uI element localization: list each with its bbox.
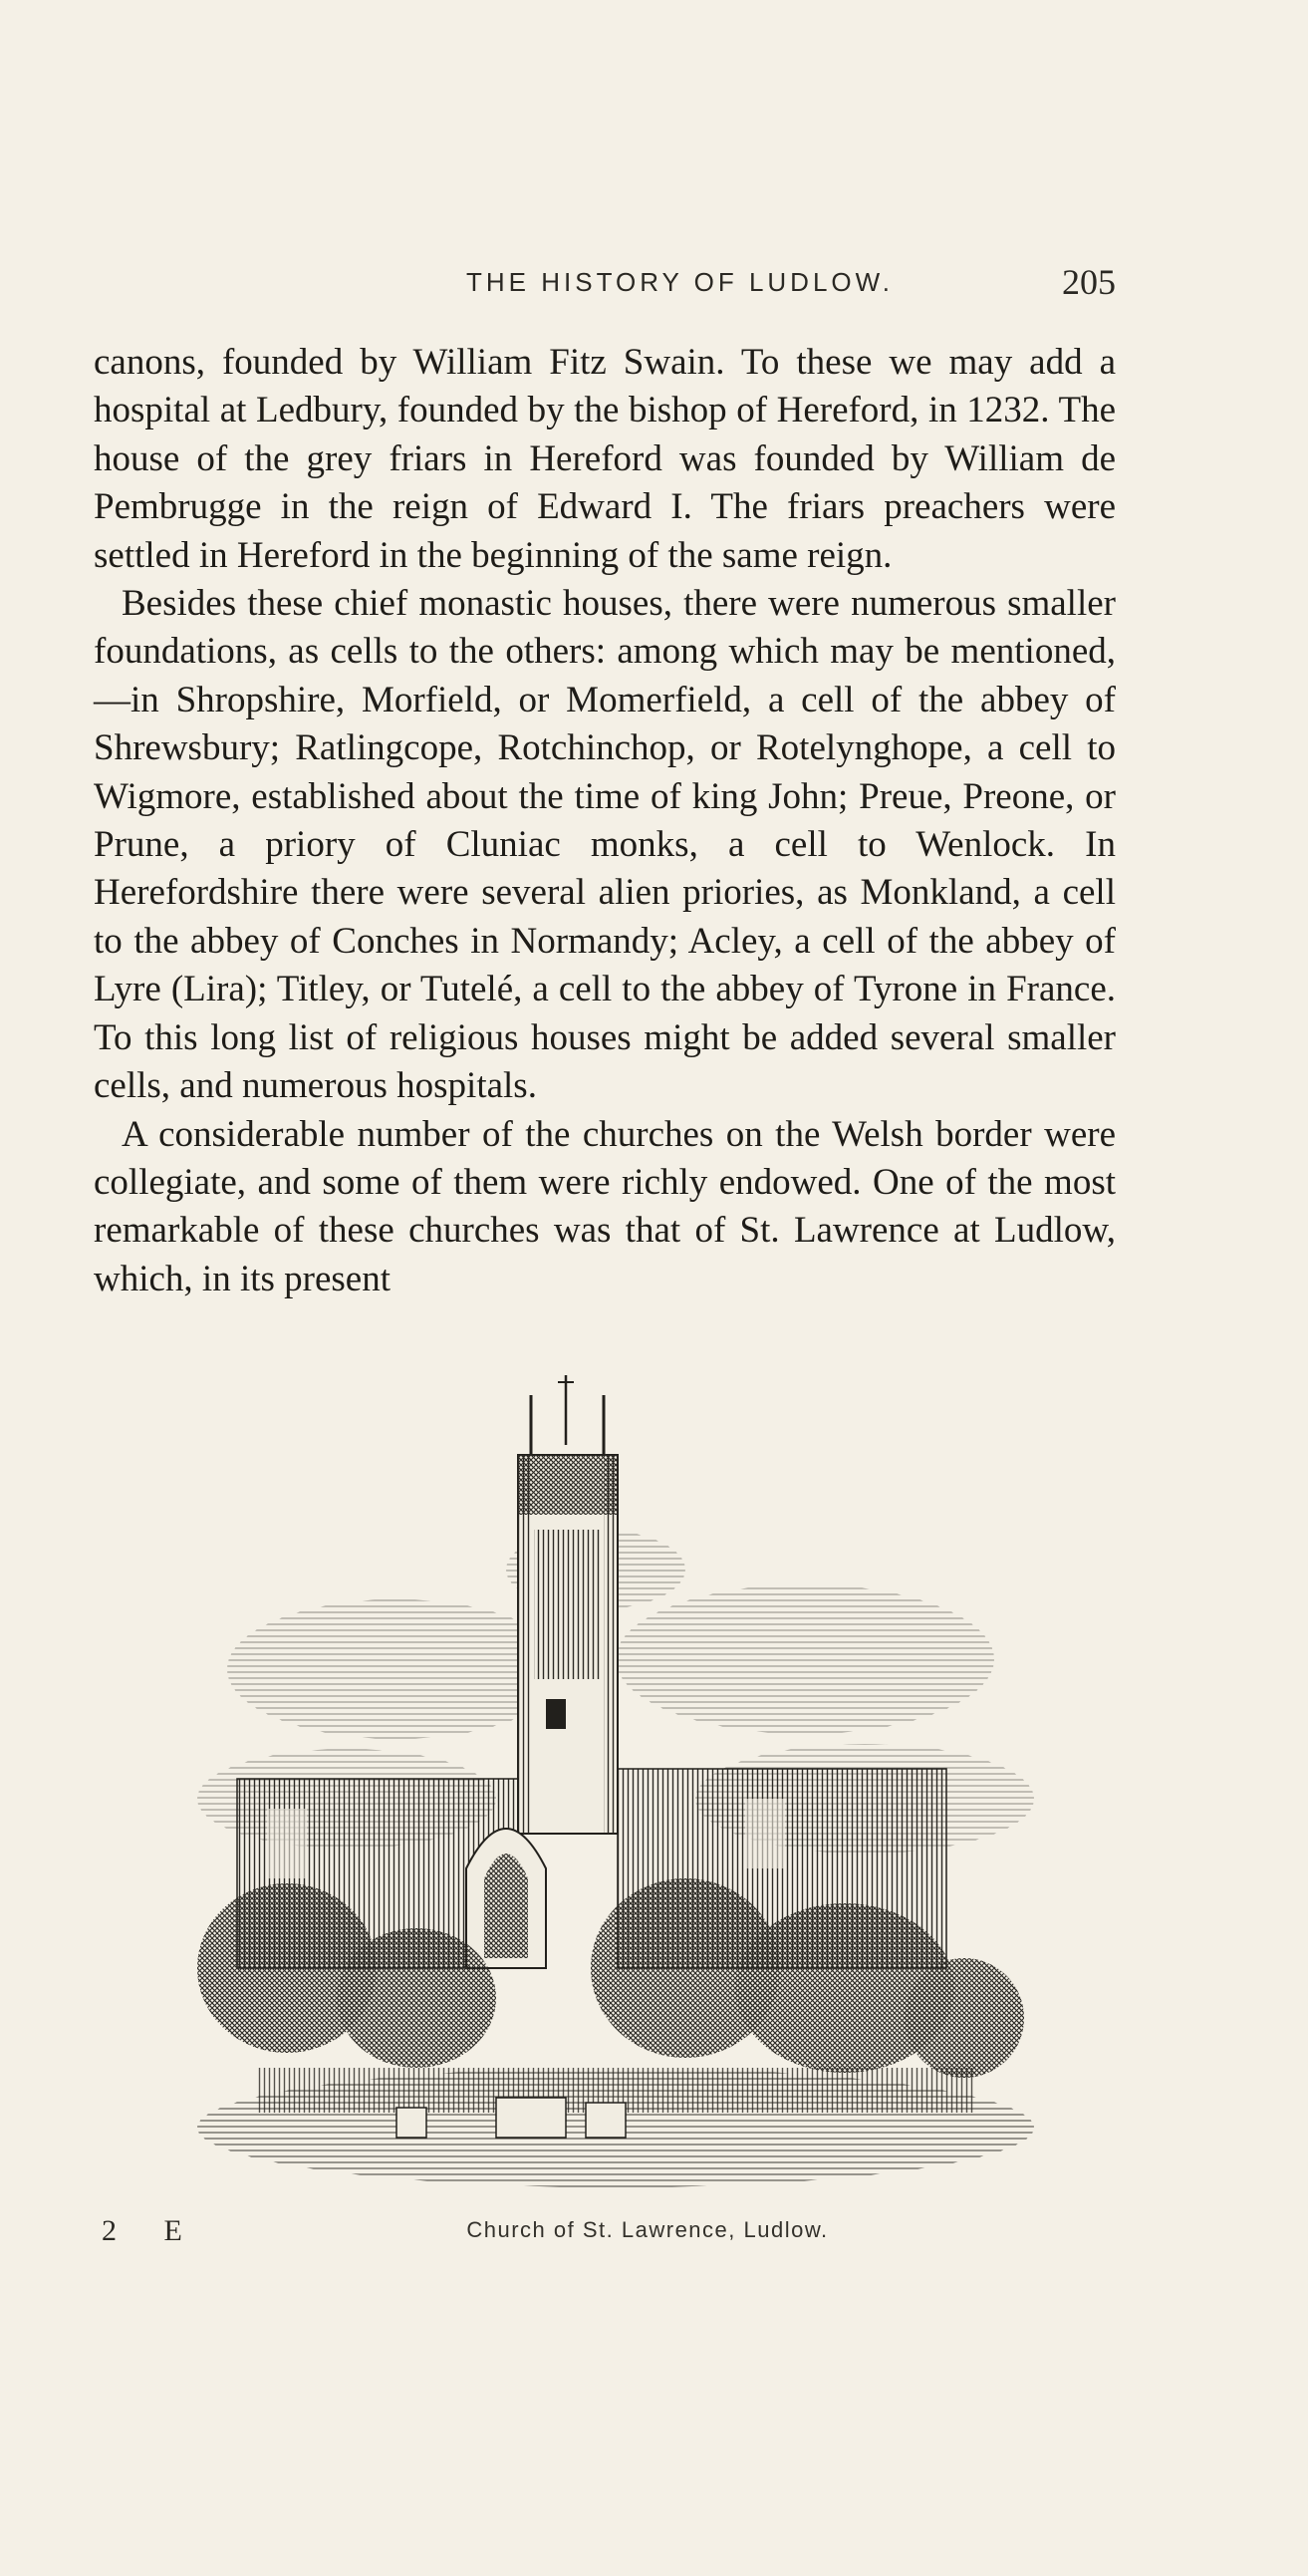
churchyard-ground <box>197 2068 1034 2187</box>
signature-mark: 2 E <box>102 2214 202 2247</box>
church-illustration <box>167 1370 1064 2207</box>
paragraph: Besides these chief monastic houses, there were numerous smaller foundations, as cells to the others: among which may be mentioned,—in Shropshire, Morfield, or Momerfield, a cell of the abbey of Shrewsbury; Ratlingcope, Rotchinchop, or Rotelynghope, a cell to Wigmore, established about the time of king John; Preue, Preone, or Prune, a priory of Cluniac monks, a cell to Wenlock. In Herefordshire there were several alien priories, as Monkland, a cell to the abbey of Conches in Normandy; Acley, a cell of the abbey of Lyre (Lira); Titley, or Tutelé, a cell to the abbey of Tyrone in France. To this long list of religious houses might be added several smaller cells, and numerous hospitals. <box>94 583 1116 1107</box>
church-tower <box>518 1375 618 1834</box>
paragraph: canons, founded by William Fitz Swain. To these we may add a hospital at Ledbury, founded by the bishop of Hereford, in 1232. The house of the grey friars in Hereford was founded by William de Pembrugge in the reign of Edward I. The friars preachers were settled in Hereford in the beginning of the same reign. <box>94 342 1116 576</box>
paragraph: A considerable number of the churches on the Welsh border were collegiate, and some of them were richly endowed. One of the most remarkable of these churches was that of St. Lawrence at Ludlow, which, in its present <box>94 1113 1116 1299</box>
page-number: 205 <box>1062 262 1116 302</box>
figure-caption: Church of St. Lawrence, Ludlow. <box>466 2217 829 2242</box>
running-title: THE HISTORY OF LUDLOW. <box>466 267 894 297</box>
church-engraving <box>167 1370 1064 2207</box>
body-text <box>94 339 1116 1303</box>
